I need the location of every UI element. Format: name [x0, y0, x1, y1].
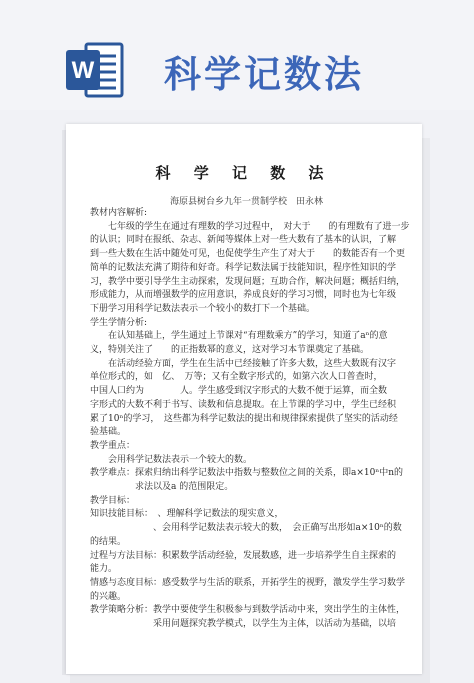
- document-line: 教学难点：探索归纳出科学记数法中指数与整数位之间的关系，即a×10ⁿ中n的: [90, 468, 404, 479]
- document-line: 字形式的大数不利于书写、读数和信息提取。在上节课的学习中，学生已经积: [90, 399, 397, 410]
- document-line: 会用科学记数法表示一个较大的数。: [90, 454, 253, 465]
- document-line: 过程与方法目标：积累数学活动经验，发展数感，进一步培养学生自主探索的: [90, 550, 397, 561]
- document-line: 习，教学中要引导学生主动探索，发现问题；互助合作，解决问题；概括归纳，: [90, 276, 406, 287]
- document-line: 验基础。: [90, 427, 127, 438]
- document-line: 七年级的学生在通过有理数的学习过程中， 对大于 的有理数有了进一步: [90, 221, 410, 232]
- document-page: [66, 124, 422, 674]
- document-line: 的认识；同时在报纸、杂志、新闻等媒体上对一些大数有了基本的认识，了解: [90, 235, 397, 246]
- document-line: 教学目标：: [90, 495, 136, 506]
- document-line: 形成能力，从而增强数学的应用意识，养成良好的学习习惯，同时也为七年级: [90, 290, 397, 301]
- document-line: 下册学习用科学记数法表示一个较小的数打下一个基础。: [90, 303, 316, 314]
- document-line: 采用问题探究教学模式，以学生为主体，以活动为基础，以培: [90, 619, 397, 629]
- document-line: 在认知基础上，学生通过上节课对“有理数乘方”的学习，知道了aⁿ的意: [90, 331, 388, 342]
- document-line: 在活动经验方面，学生在生活中已经接触了许多大数，这些大数既有汉字: [90, 358, 397, 369]
- document-line: 教材内容解析:: [90, 208, 148, 218]
- header-banner: [0, 0, 474, 110]
- document-line: 情感与态度目标：感受数学与生活的联系，开拓学生的视野，激发学生学习数学: [90, 577, 406, 588]
- logo-letter: W: [71, 57, 95, 84]
- page-title: 科学记数法: [164, 53, 364, 96]
- document-line: 求法以及a 的范围限定。: [90, 482, 234, 492]
- word-document-icon: [66, 42, 124, 98]
- document-byline: 海原县树台乡九年一贯制学校 田永林: [170, 197, 324, 207]
- document-line: 能力。: [90, 564, 118, 575]
- document-line: 简单的记数法充满了期待和好奇。科学记数法属于技能知识，程序性知识的学: [90, 262, 397, 273]
- document-line: 、会用科学记数法表示较大的数， 会正确写出形如a×10ⁿ的数: [90, 523, 402, 534]
- document-line: 的兴趣。: [90, 591, 127, 602]
- document-line: 累了10ⁿ的学习， 这些都为科学记数法的提出和规律探索提供了坚实的活动经: [90, 413, 398, 424]
- document-line: 学生学情分析:: [90, 317, 148, 328]
- document-line: 到一些大数在生活中随处可见，也促使学生产生了对大于 的数能否有一个更: [90, 249, 406, 260]
- document-line: 单位形式的，如 亿、 万等；又有全数字形式的，如第六次人口普查时，: [90, 372, 383, 383]
- document-line: 义，特别关注了 的正指数幂的意义，这对学习本节课奠定了基础。: [90, 345, 370, 355]
- document-line: 知识技能目标： 、理解科学记数法的现实意义，: [90, 509, 284, 520]
- document-line: 教学策略分析：教学中要使学生积极参与到数学活动中来，突出学生的主体性，: [90, 605, 406, 616]
- document-line: 中国人口约为 人。学生感受到汉字形式的大数不便于运算，而全数: [90, 386, 388, 397]
- document-line: 的结果。: [90, 536, 127, 547]
- document-title: 科 学 记 数 法: [155, 164, 333, 182]
- document-line: 教学重点：: [90, 440, 136, 451]
